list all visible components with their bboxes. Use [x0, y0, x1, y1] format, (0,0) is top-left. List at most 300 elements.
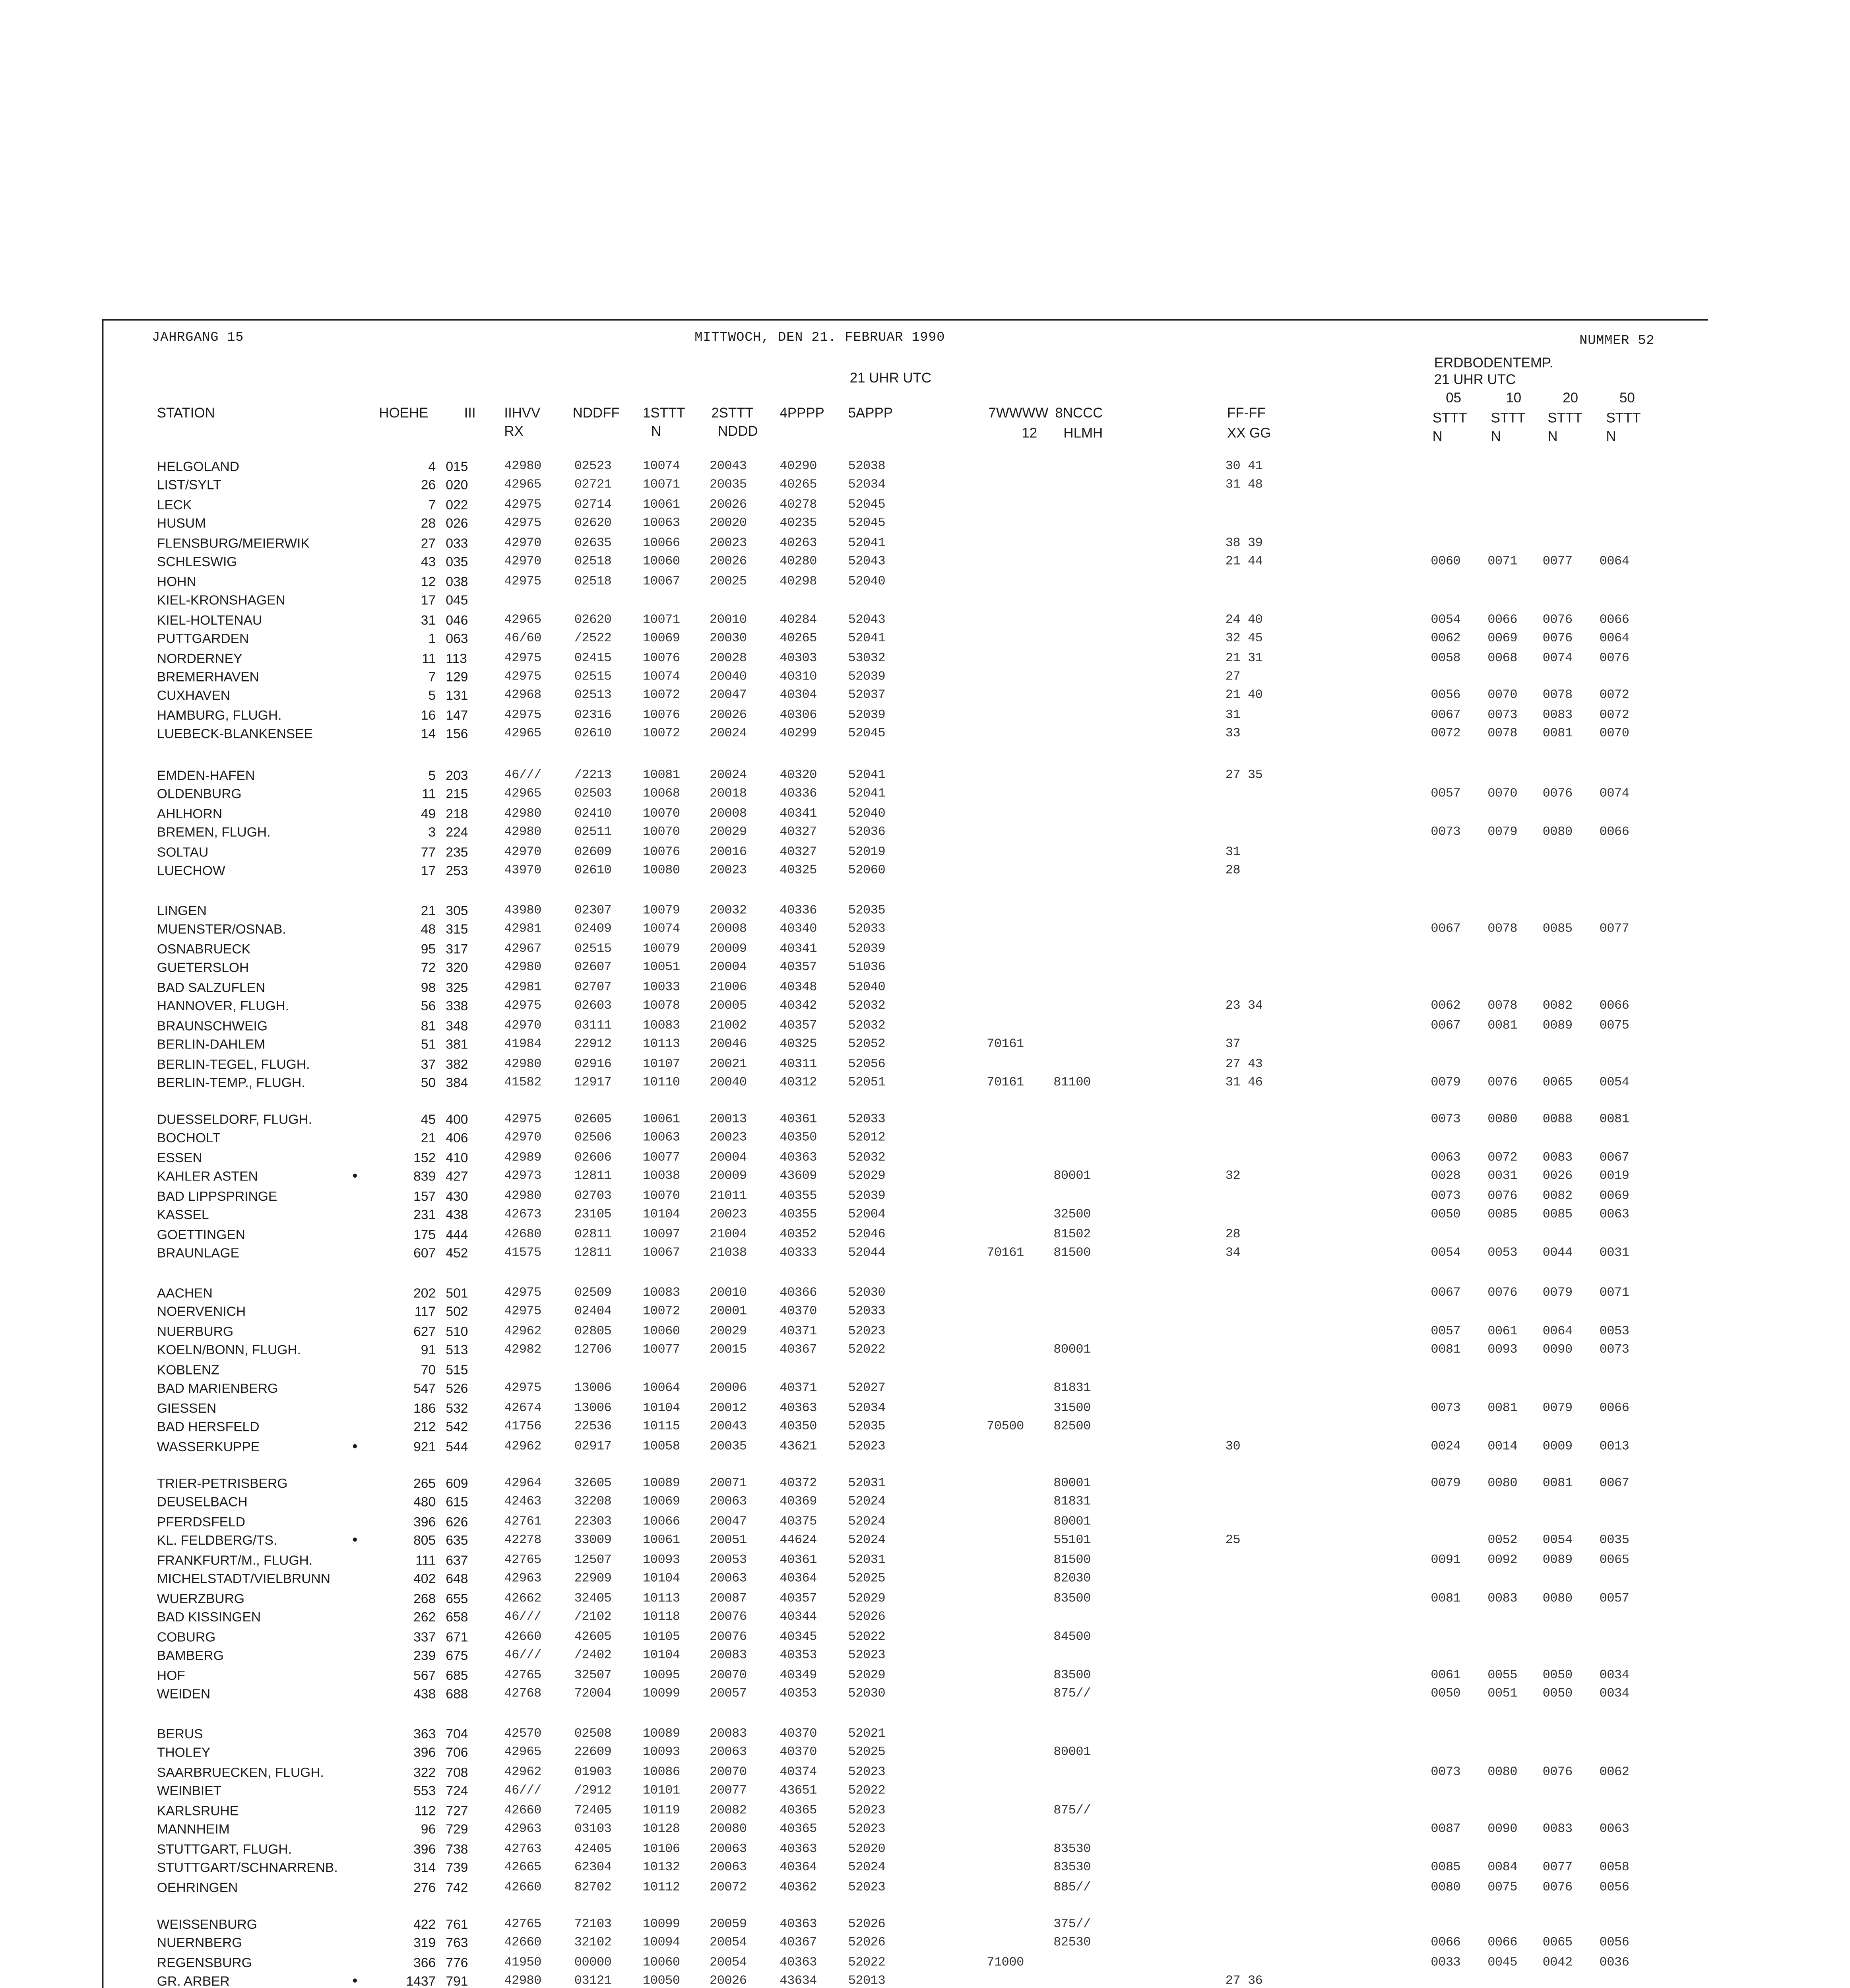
synop-group-4: 40280: [780, 556, 817, 570]
synop-group-1: 02805: [574, 1326, 612, 1339]
station-height: 396: [413, 1514, 436, 1530]
soil-temp-2: 0089: [1542, 1554, 1573, 1568]
gust-group: 27 36: [1225, 1976, 1263, 1988]
station-height: 921: [413, 1439, 436, 1454]
synop-group-3: 20024: [709, 770, 747, 783]
station-height: 422: [413, 1917, 436, 1932]
synop-group-3: 20080: [709, 1824, 747, 1838]
soil-temp-2: 0076: [1542, 789, 1573, 802]
gust-group: 30 41: [1225, 461, 1263, 474]
soil-temp-3: 0067: [1599, 1152, 1629, 1166]
soil-temp-1: 0093: [1487, 1345, 1518, 1359]
soil-temp-1: 0078: [1487, 728, 1518, 742]
synop-group-5: 52023: [848, 1440, 886, 1454]
station-name: AHLHORN: [157, 806, 223, 821]
synop-group-5: 52036: [848, 827, 886, 841]
synop-group-5: 52039: [848, 671, 886, 685]
synop-group-5: 52023: [848, 1650, 886, 1664]
synop-group-3: 20004: [709, 962, 747, 976]
synop-group-5: 52041: [848, 633, 886, 646]
soil-temp-0: 0057: [1431, 789, 1461, 802]
station-id: 305: [446, 903, 468, 918]
station-name: LINGEN: [157, 903, 207, 918]
synop-group-5: 52032: [848, 1019, 886, 1033]
soil-temp-0: 0072: [1431, 728, 1461, 742]
synop-group-4: 40363: [780, 1402, 817, 1416]
soil-sub-20: N: [1547, 427, 1558, 445]
synop-group-4: 40366: [780, 1287, 817, 1301]
station-name: OSNABRUECK: [157, 942, 251, 957]
soil-code-20: STTT: [1547, 409, 1582, 426]
synop-group-5: 52027: [848, 1383, 886, 1397]
synop-group-2: 10050: [642, 1976, 680, 1988]
synop-group-4: 40363: [780, 1152, 817, 1166]
soil-temp-0: 0050: [1431, 1688, 1461, 1702]
soil-temp-2: 0083: [1542, 709, 1573, 723]
mountain-station-marker: •: [352, 1972, 358, 1988]
station-id: 253: [446, 864, 468, 879]
synop-group-4: 40325: [780, 1039, 817, 1052]
synop-group-5: 52029: [848, 1669, 886, 1683]
synop-group-1: 02404: [574, 1307, 612, 1320]
synop-group-0: 42660: [504, 1881, 542, 1895]
synop-group-0: 42975: [504, 1287, 542, 1301]
soil-temp-1: 0051: [1487, 1688, 1518, 1702]
station-id: 035: [446, 555, 468, 570]
synop-group-4: 40357: [780, 1592, 817, 1606]
soil-temp-3: 0054: [1599, 1077, 1629, 1091]
soil-temp-0: 0067: [1431, 709, 1461, 723]
synop-group-5: 52032: [848, 1000, 886, 1014]
synop-group-0: 42982: [504, 1345, 542, 1359]
synop-group-2: 10063: [642, 1133, 680, 1147]
col-rx: RX: [504, 422, 524, 439]
gust-group: 32: [1225, 1171, 1241, 1185]
synop-group-1: 12917: [574, 1077, 612, 1091]
station-id: 400: [446, 1112, 468, 1127]
synop-group-5: 52030: [848, 1287, 886, 1301]
synop-group-4: 40363: [780, 1843, 817, 1857]
synop-group-3: 20063: [709, 1573, 747, 1587]
synop-group-5: 52023: [848, 1326, 886, 1339]
soil-temp-3: 0066: [1599, 1000, 1629, 1014]
synop-group-2: 10074: [642, 671, 680, 685]
station-name: MUENSTER/OSNAB.: [157, 922, 286, 938]
synop-group-4: 40357: [780, 962, 817, 976]
synop-group-3: 20063: [709, 1843, 747, 1857]
station-id: 763: [446, 1936, 468, 1951]
soil-temp-2: 0042: [1542, 1957, 1573, 1971]
cloud-group-8: 81831: [1053, 1497, 1091, 1510]
station-name: BAD SALZUFLEN: [157, 980, 266, 995]
synop-group-2: 10113: [642, 1592, 680, 1606]
station-height: 14: [421, 727, 436, 742]
synop-group-5: 52022: [848, 1786, 886, 1799]
synop-group-3: 20063: [709, 1862, 747, 1876]
station-id: 348: [446, 1018, 468, 1033]
station-name: MANNHEIM: [157, 1822, 230, 1838]
soil-temp-3: 0034: [1599, 1669, 1629, 1683]
synop-group-4: 40371: [780, 1383, 817, 1397]
station-name: BOCHOLT: [157, 1131, 221, 1147]
station-name: HANNOVER, FLUGH.: [157, 999, 289, 1014]
soil-temp-3: 0071: [1599, 1287, 1629, 1301]
station-name: NORDERNEY: [157, 650, 242, 666]
soil-temp-3: 0034: [1599, 1688, 1629, 1702]
synop-group-2: 10060: [642, 556, 680, 570]
soil-depth-05: 05: [1446, 389, 1461, 406]
soil-temp-0: 0073: [1431, 1114, 1461, 1127]
soil-temp-0: 0054: [1431, 1247, 1461, 1261]
synop-group-5: 52043: [848, 613, 886, 627]
station-height: 5: [428, 689, 436, 704]
synop-group-0: 42674: [504, 1402, 542, 1416]
synop-group-1: 32208: [574, 1497, 612, 1510]
synop-group-2: 10067: [642, 1247, 680, 1261]
station-height: 337: [413, 1629, 436, 1644]
cloud-group-8: 31500: [1053, 1402, 1091, 1416]
synop-group-1: 22912: [574, 1039, 612, 1052]
station-height: 553: [413, 1784, 436, 1799]
synop-group-5: 51036: [848, 962, 886, 976]
synop-group-2: 10099: [642, 1918, 680, 1932]
synop-group-2: 10093: [642, 1747, 680, 1761]
station-name: SAARBRUECKEN, FLUGH.: [157, 1765, 324, 1780]
soil-temp-3: 0066: [1599, 827, 1629, 841]
synop-group-5: 52029: [848, 1171, 886, 1185]
synop-group-3: 20015: [709, 1345, 747, 1359]
cloud-group-8: 32500: [1053, 1209, 1091, 1223]
station-id: 338: [446, 999, 468, 1014]
station-id: 215: [446, 787, 468, 802]
gust-group: 38 39: [1225, 537, 1263, 551]
synop-group-4: 40265: [780, 633, 817, 646]
soil-temp-2: 0083: [1542, 1152, 1573, 1166]
synop-group-5: 52024: [848, 1862, 886, 1876]
soil-temp-0: 0080: [1431, 1881, 1461, 1895]
synop-group-2: 10067: [642, 575, 680, 589]
soil-temp-2: 0088: [1542, 1114, 1573, 1127]
station-name: GIESSEN: [157, 1400, 217, 1416]
synop-group-1: 02409: [574, 924, 612, 938]
soil-temp-3: 0070: [1599, 728, 1629, 742]
synop-group-1: 02410: [574, 808, 612, 821]
station-id: 147: [446, 708, 468, 723]
synop-group-1: 02523: [574, 461, 612, 474]
synop-group-1: 02518: [574, 556, 612, 570]
soil-temp-2: 0081: [1542, 728, 1573, 742]
station-name: STUTTGART/SCHNARRENB.: [157, 1860, 338, 1876]
station-id: 675: [446, 1648, 468, 1664]
synop-group-4: 43651: [780, 1786, 817, 1799]
synop-group-0: 42973: [504, 1171, 542, 1185]
synop-group-2: 10104: [642, 1209, 680, 1223]
synop-group-5: 52035: [848, 905, 886, 918]
station-height: 48: [421, 922, 436, 938]
synop-group-3: 20023: [709, 537, 747, 551]
station-height: 7: [428, 497, 436, 513]
station-id: 532: [446, 1400, 468, 1416]
station-id: 410: [446, 1150, 468, 1166]
synop-group-2: 10107: [642, 1058, 680, 1072]
synop-group-0: 41575: [504, 1247, 542, 1261]
soil-temp-1: 0080: [1487, 1767, 1518, 1780]
synop-group-2: 10132: [642, 1862, 680, 1876]
soil-temp-0: 0063: [1431, 1152, 1461, 1166]
station-height: 396: [413, 1841, 436, 1857]
synop-group-4: 40357: [780, 1019, 817, 1033]
volume-label: JAHRGANG 15: [152, 330, 244, 346]
synop-group-1: 02509: [574, 1287, 612, 1301]
synop-group-2: 10101: [642, 1786, 680, 1799]
synop-group-0: 42968: [504, 690, 542, 704]
cloud-group-8: 81500: [1053, 1554, 1091, 1568]
synop-group-1: 03121: [574, 1976, 612, 1988]
synop-group-1: 02606: [574, 1152, 612, 1166]
station-height: 157: [413, 1188, 436, 1204]
station-id: 430: [446, 1188, 468, 1204]
station-height: 3: [428, 825, 436, 841]
soil-temp-3: 0075: [1599, 1019, 1629, 1033]
synop-group-0: 42765: [504, 1554, 542, 1568]
synop-group-0: 42980: [504, 461, 542, 474]
synop-group-2: 10089: [642, 1728, 680, 1742]
soil-temp-1: 0052: [1487, 1535, 1518, 1549]
soil-temp-1: 0066: [1487, 613, 1518, 627]
soil-temp-0: 0081: [1431, 1592, 1461, 1606]
soil-temp-1: 0073: [1487, 709, 1518, 723]
synop-group-3: 20029: [709, 827, 747, 841]
station-height: 322: [413, 1765, 436, 1780]
station-id: 742: [446, 1879, 468, 1895]
synop-group-3: 20057: [709, 1688, 747, 1702]
synop-group-0: 42964: [504, 1477, 542, 1491]
cloud-group-8: 84500: [1053, 1631, 1091, 1644]
col-7wwww-sub: 12: [1022, 424, 1037, 441]
col-5appp: 5APPP: [848, 404, 893, 421]
synop-group-1: 12811: [574, 1247, 612, 1261]
synop-group-3: 20021: [709, 1058, 747, 1072]
station-height: 37: [421, 1056, 436, 1072]
station-height: 49: [421, 806, 436, 821]
synop-group-3: 20070: [709, 1669, 747, 1683]
station-id: 704: [446, 1726, 468, 1742]
soil-temp-2: 0082: [1542, 1000, 1573, 1014]
synop-group-0: 46///: [504, 1611, 542, 1625]
station-height: 50: [421, 1075, 436, 1091]
synop-group-3: 20076: [709, 1611, 747, 1625]
synop-group-2: 10076: [642, 709, 680, 723]
synop-group-0: 42665: [504, 1862, 542, 1876]
soil-temp-0: 0067: [1431, 924, 1461, 938]
soil-temp-2: 0076: [1542, 1881, 1573, 1895]
synop-group-4: 40311: [780, 1058, 817, 1072]
col-ff-sub: XX GG: [1227, 424, 1271, 441]
soil-temp-0: 0033: [1431, 1957, 1461, 1971]
synop-group-0: 42962: [504, 1767, 542, 1780]
synop-group-1: 12706: [574, 1345, 612, 1359]
station-height: 17: [421, 864, 436, 879]
soil-temp-2: 0082: [1542, 1190, 1573, 1204]
station-id: 658: [446, 1610, 468, 1625]
synop-group-3: 20083: [709, 1650, 747, 1664]
station-name: LUEBECK-BLANKENSEE: [157, 727, 313, 742]
soil-temp-title: ERDBODENTEMP.: [1434, 354, 1553, 371]
synop-group-1: 01903: [574, 1767, 612, 1780]
station-height: 396: [413, 1745, 436, 1761]
cloud-group-8: 80001: [1053, 1171, 1091, 1185]
synop-group-2: 10070: [642, 1190, 680, 1204]
synop-group-4: 40364: [780, 1862, 817, 1876]
synop-group-1: 22609: [574, 1747, 612, 1761]
synop-group-2: 10058: [642, 1440, 680, 1454]
gust-group: 27 35: [1225, 770, 1263, 783]
synop-group-5: 52051: [848, 1077, 886, 1091]
synop-group-3: 20040: [709, 671, 747, 685]
station-id: 203: [446, 768, 468, 783]
station-height: 319: [413, 1936, 436, 1951]
synop-group-1: 13006: [574, 1383, 612, 1397]
col-2sttt-sub: NDDD: [718, 422, 758, 439]
soil-temp-3: 0064: [1599, 633, 1629, 646]
station-name: WUERZBURG: [157, 1591, 245, 1606]
synop-group-5: 52040: [848, 575, 886, 589]
synop-group-1: 02515: [574, 671, 612, 685]
station-height: 438: [413, 1686, 436, 1702]
soil-code-05: STTT: [1432, 409, 1467, 426]
soil-temp-0: 0079: [1431, 1077, 1461, 1091]
station-height: 480: [413, 1495, 436, 1510]
synop-group-5: 52023: [848, 1767, 886, 1780]
synop-group-4: 40370: [780, 1307, 817, 1320]
synop-group-2: 10079: [642, 943, 680, 957]
station-id: 510: [446, 1324, 468, 1339]
station-name: WEISSENBURG: [157, 1917, 257, 1932]
cloud-group-8: 80001: [1053, 1477, 1091, 1491]
soil-temp-1: 0072: [1487, 1152, 1518, 1166]
synop-group-0: 43970: [504, 865, 542, 879]
station-height: 16: [421, 708, 436, 723]
station-id: 791: [446, 1974, 468, 1988]
station-id: 671: [446, 1629, 468, 1644]
synop-group-4: 40263: [780, 537, 817, 551]
gust-group: 31 48: [1225, 480, 1263, 493]
station-id: 513: [446, 1343, 468, 1359]
station-id: 444: [446, 1227, 468, 1242]
station-height: 12: [421, 574, 436, 589]
station-name: FLENSBURG/MEIERWIK: [157, 536, 310, 551]
synop-group-3: 20077: [709, 1786, 747, 1799]
cloud-group-8: 81502: [1053, 1228, 1091, 1242]
station-height: 262: [413, 1610, 436, 1625]
synop-group-2: 10074: [642, 924, 680, 938]
synop-group-4: 40336: [780, 789, 817, 802]
station-name: KIEL-KRONSHAGEN: [157, 593, 285, 608]
station-name: KL. FELDBERG/TS.: [157, 1534, 277, 1549]
mountain-station-marker: •: [352, 1168, 358, 1185]
synop-group-1: 22909: [574, 1573, 612, 1587]
synop-group-2: 10061: [642, 1535, 680, 1549]
synop-group-3: 20020: [709, 518, 747, 532]
synop-group-2: 10060: [642, 1957, 680, 1971]
soil-temp-1: 0081: [1487, 1019, 1518, 1033]
station-height: 51: [421, 1037, 436, 1052]
synop-group-4: 40355: [780, 1190, 817, 1204]
station-id: 501: [446, 1285, 468, 1301]
synop-group-4: 40365: [780, 1824, 817, 1838]
soil-temp-3: 0064: [1599, 556, 1629, 570]
synop-group-0: 42660: [504, 1631, 542, 1644]
col-2sttt: 2STTT: [711, 404, 754, 421]
synop-group-3: 21011: [709, 1190, 747, 1204]
station-height: 607: [413, 1246, 436, 1261]
synop-group-0: 42673: [504, 1209, 542, 1223]
synop-group-5: 52013: [848, 1976, 886, 1988]
weather-group-7: 70161: [987, 1247, 1024, 1261]
synop-group-3: 20051: [709, 1535, 747, 1549]
station-name: STUTTGART, FLUGH.: [157, 1841, 292, 1857]
synop-group-0: 42660: [504, 1938, 542, 1951]
station-name: BREMEN, FLUGH.: [157, 825, 271, 841]
gust-group: 30: [1225, 1440, 1241, 1454]
synop-group-1: 02515: [574, 943, 612, 957]
synop-group-3: 20076: [709, 1631, 747, 1644]
soil-temp-2: 0044: [1542, 1247, 1573, 1261]
synop-group-3: 20043: [709, 1421, 747, 1435]
weather-group-7: 70161: [987, 1077, 1024, 1091]
station-height: 77: [421, 845, 436, 860]
synop-group-2: 10066: [642, 1516, 680, 1530]
soil-temp-2: 0083: [1542, 1824, 1573, 1838]
station-id: 526: [446, 1381, 468, 1397]
station-id: 438: [446, 1208, 468, 1223]
station-id: 384: [446, 1075, 468, 1091]
synop-group-0: 42967: [504, 943, 542, 957]
station-name: NOERVENICH: [157, 1305, 246, 1320]
station-id: 317: [446, 942, 468, 957]
cloud-group-8: 875//: [1053, 1688, 1091, 1702]
synop-group-3: 20026: [709, 556, 747, 570]
station-name: GOETTINGEN: [157, 1227, 245, 1242]
synop-group-4: 40350: [780, 1421, 817, 1435]
mountain-station-marker: •: [352, 1437, 358, 1454]
soil-temp-2: 0076: [1542, 633, 1573, 646]
synop-group-2: 10063: [642, 518, 680, 532]
soil-temp-1: 0081: [1487, 1402, 1518, 1416]
synop-group-5: 52040: [848, 981, 886, 995]
station-id: 235: [446, 845, 468, 860]
soil-temp-1: 0070: [1487, 690, 1518, 704]
station-id: 729: [446, 1822, 468, 1838]
station-name: BAD KISSINGEN: [157, 1610, 261, 1625]
station-height: 175: [413, 1227, 436, 1242]
station-id: 542: [446, 1419, 468, 1435]
synop-group-2: 10077: [642, 1345, 680, 1359]
col-station: STATION: [157, 404, 215, 421]
synop-group-4: 40290: [780, 461, 817, 474]
synop-group-5: 52056: [848, 1058, 886, 1072]
soil-temp-1: 0085: [1487, 1209, 1518, 1223]
synop-group-3: 20023: [709, 865, 747, 879]
synop-group-0: 42975: [504, 1000, 542, 1014]
synop-group-2: 10128: [642, 1824, 680, 1838]
station-name: HUSUM: [157, 516, 206, 532]
station-name: BRAUNSCHWEIG: [157, 1018, 268, 1033]
table-frame-left: [102, 319, 103, 1988]
synop-group-4: 40333: [780, 1247, 817, 1261]
soil-depth-50: 50: [1619, 389, 1635, 406]
synop-group-2: 10066: [642, 537, 680, 551]
